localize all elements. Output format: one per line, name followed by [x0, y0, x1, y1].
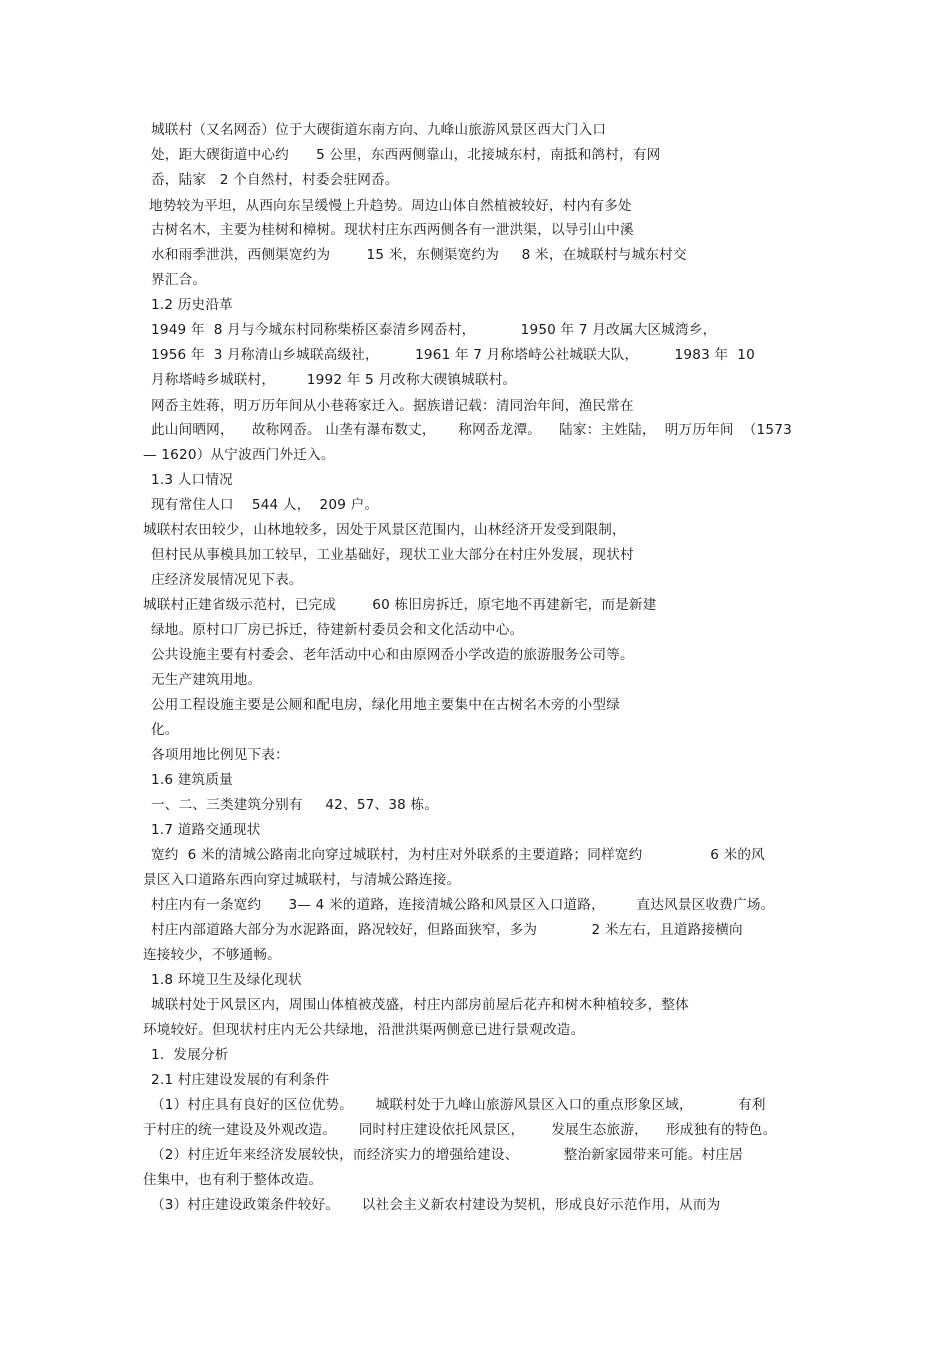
text-line: 庄经济发展情况见下表。 [151, 572, 303, 588]
text-line: 1949 年 8 月与今城东村同称柴桥区泰清乡网岙村， 1950 年 7 月改属大区城湾乡， [151, 322, 717, 338]
text-line: 现有常住人口 544 人， 209 户。 [151, 497, 379, 513]
section-heading: 1.7 道路交通现状 [151, 822, 261, 838]
section-heading: 1.2 历史沿革 [151, 297, 233, 313]
text-line: 此山间晒网， 故称网岙。 山垄有瀑布数丈， 称网岙龙潭。 陆家：主姓陆， 明万历年间 （1573 [151, 422, 792, 438]
text-line: 无生产建筑用地。 [151, 672, 262, 688]
text-line: 各项用地比例见下表： [151, 747, 289, 763]
text-line: 城联村（又名网岙）位于大碶街道东南方向、九峰山旅游风景区西大门入口 [151, 122, 607, 138]
text-line: — 1620）从宁波西门外迁入。 [143, 447, 335, 463]
text-line: 公共设施主要有村委会、老年活动中心和由原网岙小学改造的旅游服务公司等。 [151, 647, 634, 663]
text-line: 网岙主姓蒋，明万历年间从小巷蒋家迁入。据族谱记载：清同治年间，渔民常在 [151, 398, 634, 414]
text-line: 村庄内有一条宽约 3— 4 米的道路，连接清城公路和风景区入口道路， 直达风景区收费广场。 [151, 897, 775, 913]
text-line: （3）村庄建设政策条件较好。 以社会主义新农村建设为契机，形成良好示范作用，从而为 [151, 1197, 721, 1213]
text-line: 绿地。原村口厂房已拆迁，待建新村委员会和文化活动中心。 [151, 622, 524, 638]
text-line: （1）村庄具有良好的区位优势。 城联村处于九峰山旅游风景区入口的重点形象区域， 有利 [151, 1097, 766, 1113]
text-line: 于村庄的统一建设及外观改造。 同时村庄建设依托风景区， 发展生态旅游， 形成独有的特色。 [143, 1122, 777, 1138]
section-heading: 1.3 人口情况 [151, 472, 233, 488]
text-line: 城联村处于风景区内，周围山体植被茂盛，村庄内部房前屋后花卉和树木种植较多，整体 [151, 997, 689, 1013]
text-line: 界汇合。 [151, 272, 207, 288]
text-line: 城联村农田较少，山林地较多，因处于风景区范围内，山林经济开发受到限制， [143, 522, 626, 538]
text-line: 村庄内部道路大部分为水泥路面，路况较好，但路面狭窄，多为 2 米左右，且道路接横向 [151, 922, 743, 938]
text-line: 一、二、三类建筑分别有 42、57、38 栋。 [151, 797, 439, 813]
section-heading: 1. 发展分析 [151, 1047, 229, 1063]
text-line: （2）村庄近年来经济发展较快，而经济实力的增强给建设、 整治新家园带来可能。村庄居 [151, 1147, 744, 1163]
text-line: 城联村正建省级示范村，已完成 60 栋旧房拆迁，原宅地不再建新宅，而是新建 [143, 597, 657, 613]
section-heading: 2.1 村庄建设发展的有利条件 [151, 1072, 330, 1088]
text-line: 景区入口道路东西向穿过城联村，与清城公路连接。 [143, 872, 461, 888]
section-heading: 1.8 环境卫生及绿化现状 [151, 972, 302, 988]
text-line: 化。 [151, 722, 179, 738]
text-line: 环境较好。但现状村庄内无公共绿地，沿泄洪渠两侧意已进行景观改造。 [143, 1022, 585, 1038]
text-line: 但村民从事模具加工较早，工业基础好，现状工业大部分在村庄外发展，现状村 [151, 547, 634, 563]
text-line: 月称塔峙乡城联村， 1992 年 5 月改称大碶镇城联村。 [151, 372, 517, 388]
text-line: 地势较为平坦，从西向东呈缓慢上升趋势。周边山体自然植被较好，村内有多处 [149, 198, 632, 214]
text-line: 水和雨季泄洪，西侧渠宽约为 15 米，东侧渠宽约为 8 米，在城联村与城东村交 [151, 247, 687, 263]
text-line: 住集中，也有利于整体改造。 [143, 1172, 323, 1188]
text-line: 古树名木，主要为桂树和樟树。现状村庄东西两侧各有一泄洪渠，以导引山中溪 [151, 222, 634, 238]
text-line: 处，距大碶街道中心约 5 公里，东西两侧靠山，北接城东村，南抵和鸽村，有网 [151, 147, 661, 163]
section-heading: 1.6 建筑质量 [151, 772, 233, 788]
text-line: 连接较少，不够通畅。 [143, 947, 281, 963]
text-line: 宽约 6 米的清城公路南北向穿过城联村，为村庄对外联系的主要道路；同样宽约 6 米的风 [151, 847, 765, 863]
text-line: 公用工程设施主要是公厕和配电房，绿化用地主要集中在古树名木旁的小型绿 [151, 697, 620, 713]
text-line: 1956 年 3 月称清山乡城联高级社， 1961 年 7 月称塔峙公社城联大队， 1983 年 10 [151, 347, 755, 363]
text-line: 岙，陆家 2 个自然村，村委会驻网岙。 [151, 172, 399, 188]
